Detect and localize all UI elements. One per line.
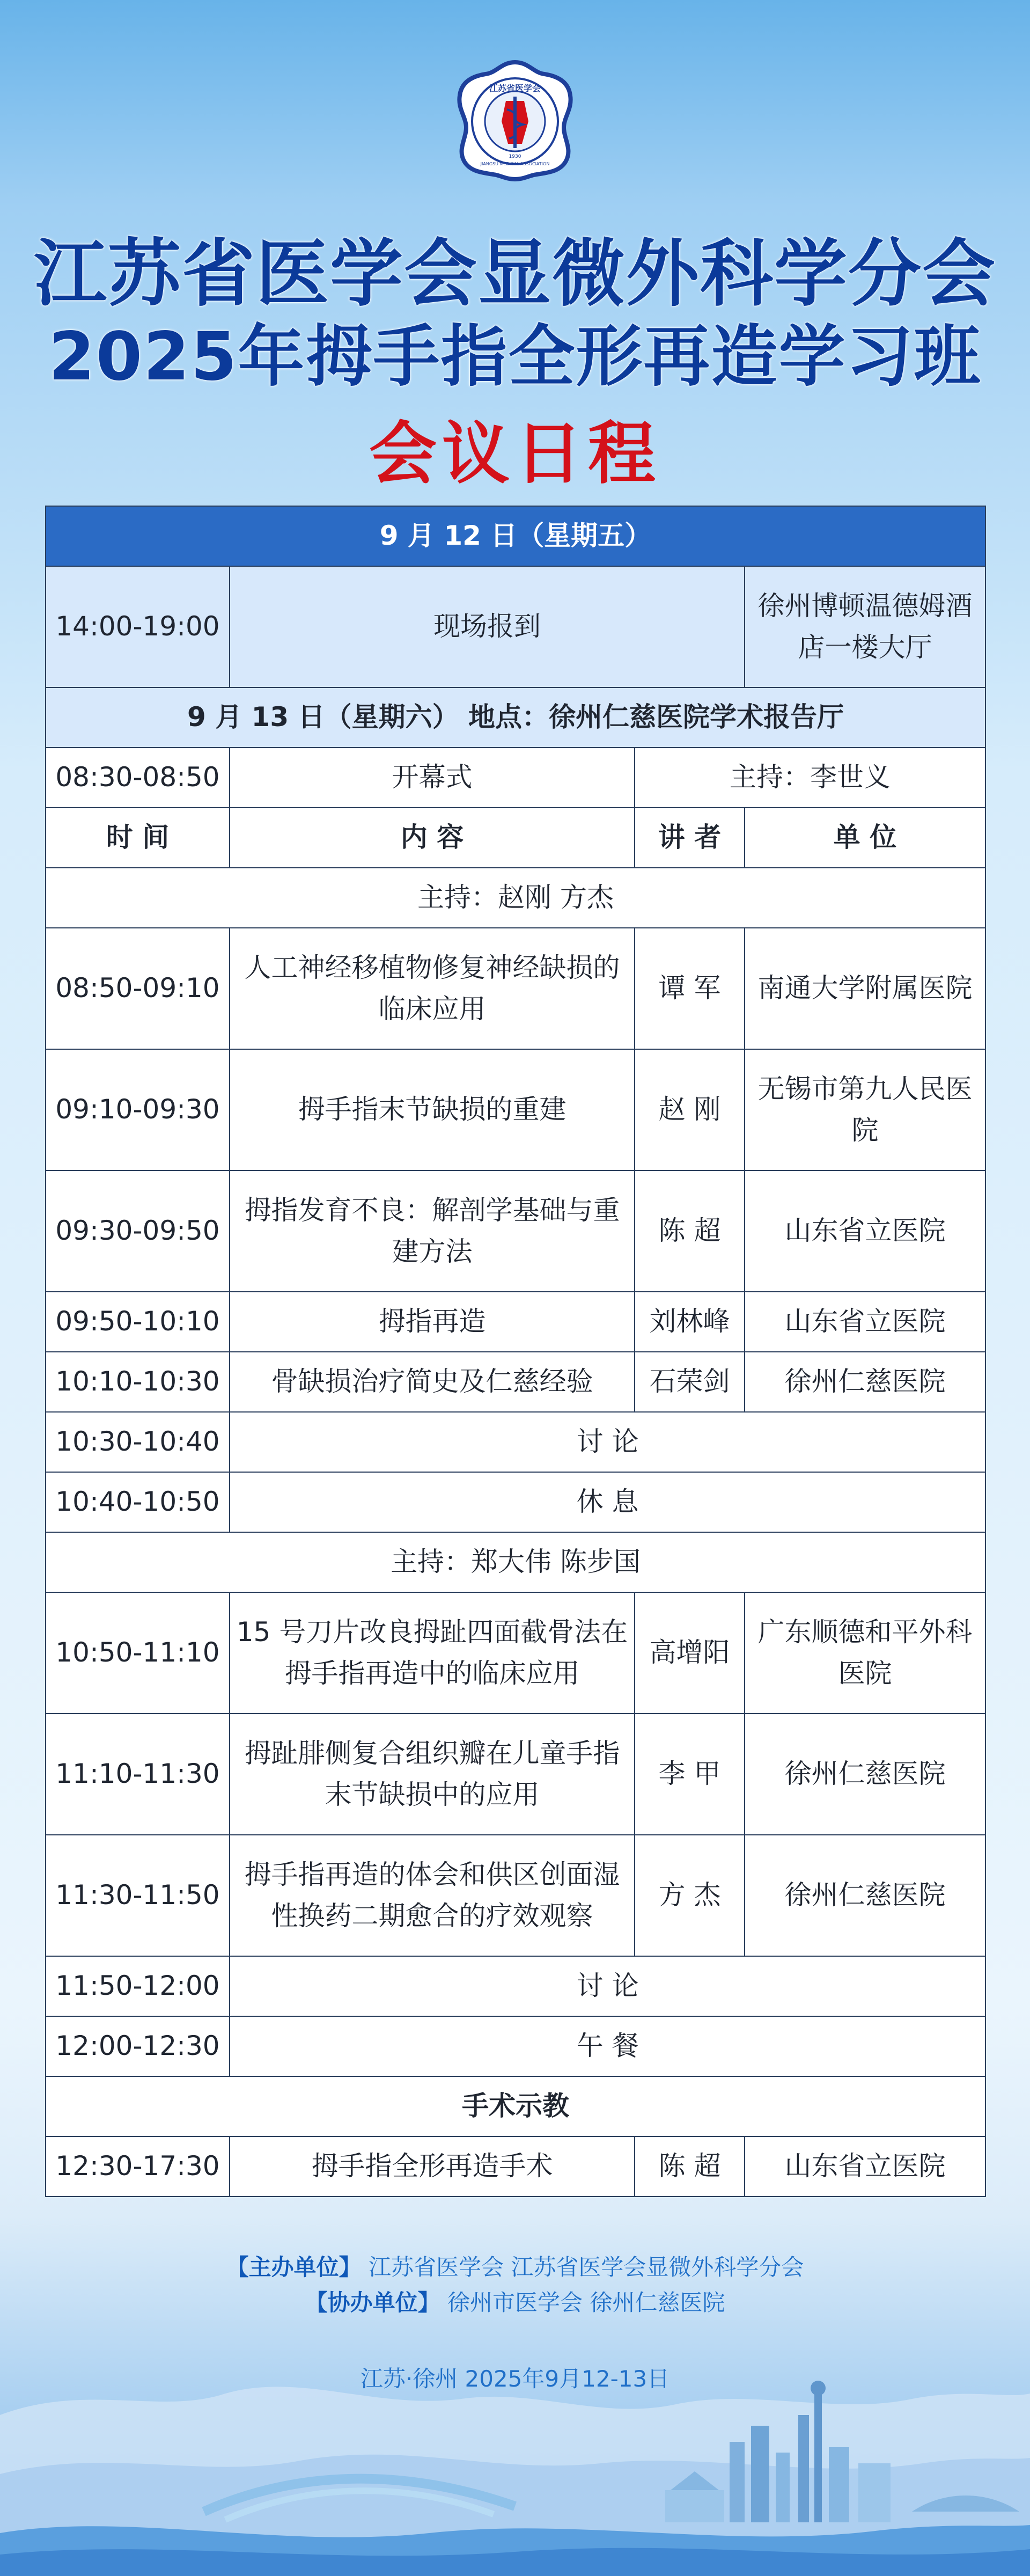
talk-unit: 徐州仁慈医院 (745, 1352, 985, 1412)
break-time: 11:50-12:00 (46, 1956, 230, 2016)
talk-speaker: 陈 超 (635, 1170, 745, 1292)
host2-row (46, 1532, 985, 1592)
opening-time: 08:30-08:50 (46, 748, 230, 808)
day1-header-row (46, 506, 985, 566)
logo-text-en: JIANGSU MEDICAL ASSOCIATION (480, 162, 550, 166)
host1: 主持：赵刚 方杰 (46, 868, 985, 928)
host1-row (46, 868, 985, 928)
surgery-row (46, 2136, 985, 2197)
organizer-value: 江苏省医学会 江苏省医学会显微外科学分会 (369, 2254, 804, 2280)
table-row (46, 928, 985, 1049)
day2-header: 9 月 13 日（星期六） 地点：徐州仁慈医院学术报告厅 (46, 687, 985, 748)
table-row (46, 1352, 985, 1412)
talk-content: 骨缺损治疗简史及仁慈经验 (230, 1352, 635, 1412)
talk-time: 08:50-09:10 (46, 928, 230, 1049)
opening-row (46, 748, 985, 808)
discussion-row (46, 1412, 985, 1472)
talk-unit: 南通大学附属医院 (745, 928, 985, 1049)
place-date: 江苏·徐州 2025年9月12-13日 (360, 2366, 670, 2392)
table-row (46, 1592, 985, 1714)
talk-time: 10:50-11:10 (46, 1592, 230, 1714)
break-label: 讨 论 (230, 1412, 985, 1472)
surgery-header: 手术示教 (46, 2076, 985, 2136)
break-time: 12:00-12:30 (46, 2016, 230, 2076)
organizer-label: 【主办单位】 (226, 2254, 362, 2280)
talk-speaker: 谭 军 (635, 928, 745, 1049)
title-line-2: 2025年拇手指全形再造学习班 (48, 318, 982, 396)
break-label: 讨 论 (230, 1956, 985, 2016)
surgery-header-row (46, 2076, 985, 2136)
talk-speaker: 刘林峰 (635, 1292, 745, 1352)
talk-time: 11:10-11:30 (46, 1714, 230, 1835)
medical-association-logo-icon (453, 58, 577, 181)
day1-event: 现场报到 (230, 566, 745, 687)
day2-header-row (46, 687, 985, 748)
talk-unit: 山东省立医院 (745, 1292, 985, 1352)
break-label: 休 息 (230, 1472, 985, 1532)
table-row (46, 1714, 985, 1835)
opening-event: 开幕式 (230, 748, 635, 808)
logo-text-cn: 江苏省医学会 (489, 83, 541, 93)
col-unit-header: 单 位 (745, 808, 985, 868)
day1-place: 徐州博顿温德姆酒店一楼大厅 (745, 566, 985, 687)
talk-unit: 无锡市第九人民医院 (745, 1049, 985, 1170)
organizer-line (0, 2250, 1030, 2282)
table-row (46, 1835, 985, 1956)
table-row (46, 1049, 985, 1170)
discussion-row (46, 1956, 985, 2016)
schedule-table (45, 506, 986, 2197)
break-time: 10:30-10:40 (46, 1412, 230, 1472)
col-content-header: 内 容 (230, 808, 635, 868)
talk-unit: 广东顺德和平外科医院 (745, 1592, 985, 1714)
coorganizer-value: 徐州市医学会 徐州仁慈医院 (447, 2289, 725, 2316)
rest-row (46, 1472, 985, 1532)
talk-speaker: 方 杰 (635, 1835, 745, 1956)
break-label: 午 餐 (230, 2016, 985, 2076)
talk-time: 09:50-10:10 (46, 1292, 230, 1352)
talk-content: 15 号刀片改良拇趾四面截骨法在拇手指再造中的临床应用 (230, 1592, 635, 1714)
surgery-time: 12:30-17:30 (46, 2136, 230, 2197)
col-time-header: 时 间 (46, 808, 230, 868)
host2: 主持：郑大伟 陈步国 (46, 1532, 985, 1592)
talk-content: 拇趾腓侧复合组织瓣在儿童手指末节缺损中的应用 (230, 1714, 635, 1835)
coorganizer-label: 【协办单位】 (305, 2289, 440, 2316)
table-row (46, 1292, 985, 1352)
talk-speaker: 高增阳 (635, 1592, 745, 1714)
column-header-row (46, 808, 985, 868)
talk-time: 11:30-11:50 (46, 1835, 230, 1956)
day1-header: 9 月 12 日（星期五） (46, 506, 985, 566)
talk-content: 拇手指再造的体会和供区创面湿性换药二期愈合的疗效观察 (230, 1835, 635, 1956)
talk-content: 拇手指末节缺损的重建 (230, 1049, 635, 1170)
talk-speaker: 赵 刚 (635, 1049, 745, 1170)
talk-time: 09:30-09:50 (46, 1170, 230, 1292)
lunch-row (46, 2016, 985, 2076)
talk-content: 拇指再造 (230, 1292, 635, 1352)
talk-content: 人工神经移植物修复神经缺损的临床应用 (230, 928, 635, 1049)
surgery-speaker: 陈 超 (635, 2136, 745, 2197)
coorganizer-line (0, 2285, 1030, 2317)
table-row (46, 1170, 985, 1292)
talk-time: 10:10-10:30 (46, 1352, 230, 1412)
talk-content: 拇指发育不良：解剖学基础与重建方法 (230, 1170, 635, 1292)
talk-unit: 山东省立医院 (745, 1170, 985, 1292)
day1-registration-row (46, 566, 985, 687)
talk-speaker: 李 甲 (635, 1714, 745, 1835)
surgery-unit: 山东省立医院 (745, 2136, 985, 2197)
surgery-content: 拇手指全形再造手术 (230, 2136, 635, 2197)
talk-time: 09:10-09:30 (46, 1049, 230, 1170)
title-line-1: 江苏省医学会显微外科学分会 (34, 232, 996, 317)
talk-unit: 徐州仁慈医院 (745, 1714, 985, 1835)
break-time: 10:40-10:50 (46, 1472, 230, 1532)
col-speaker-header: 讲 者 (635, 808, 745, 868)
opening-host: 主持：李世义 (635, 748, 985, 808)
logo-year: 1930 (509, 154, 521, 159)
talk-unit: 徐州仁慈医院 (745, 1835, 985, 1956)
talk-speaker: 石荣剑 (635, 1352, 745, 1412)
day1-time: 14:00-19:00 (46, 566, 230, 687)
agenda-title: 会议日程 (369, 414, 661, 493)
